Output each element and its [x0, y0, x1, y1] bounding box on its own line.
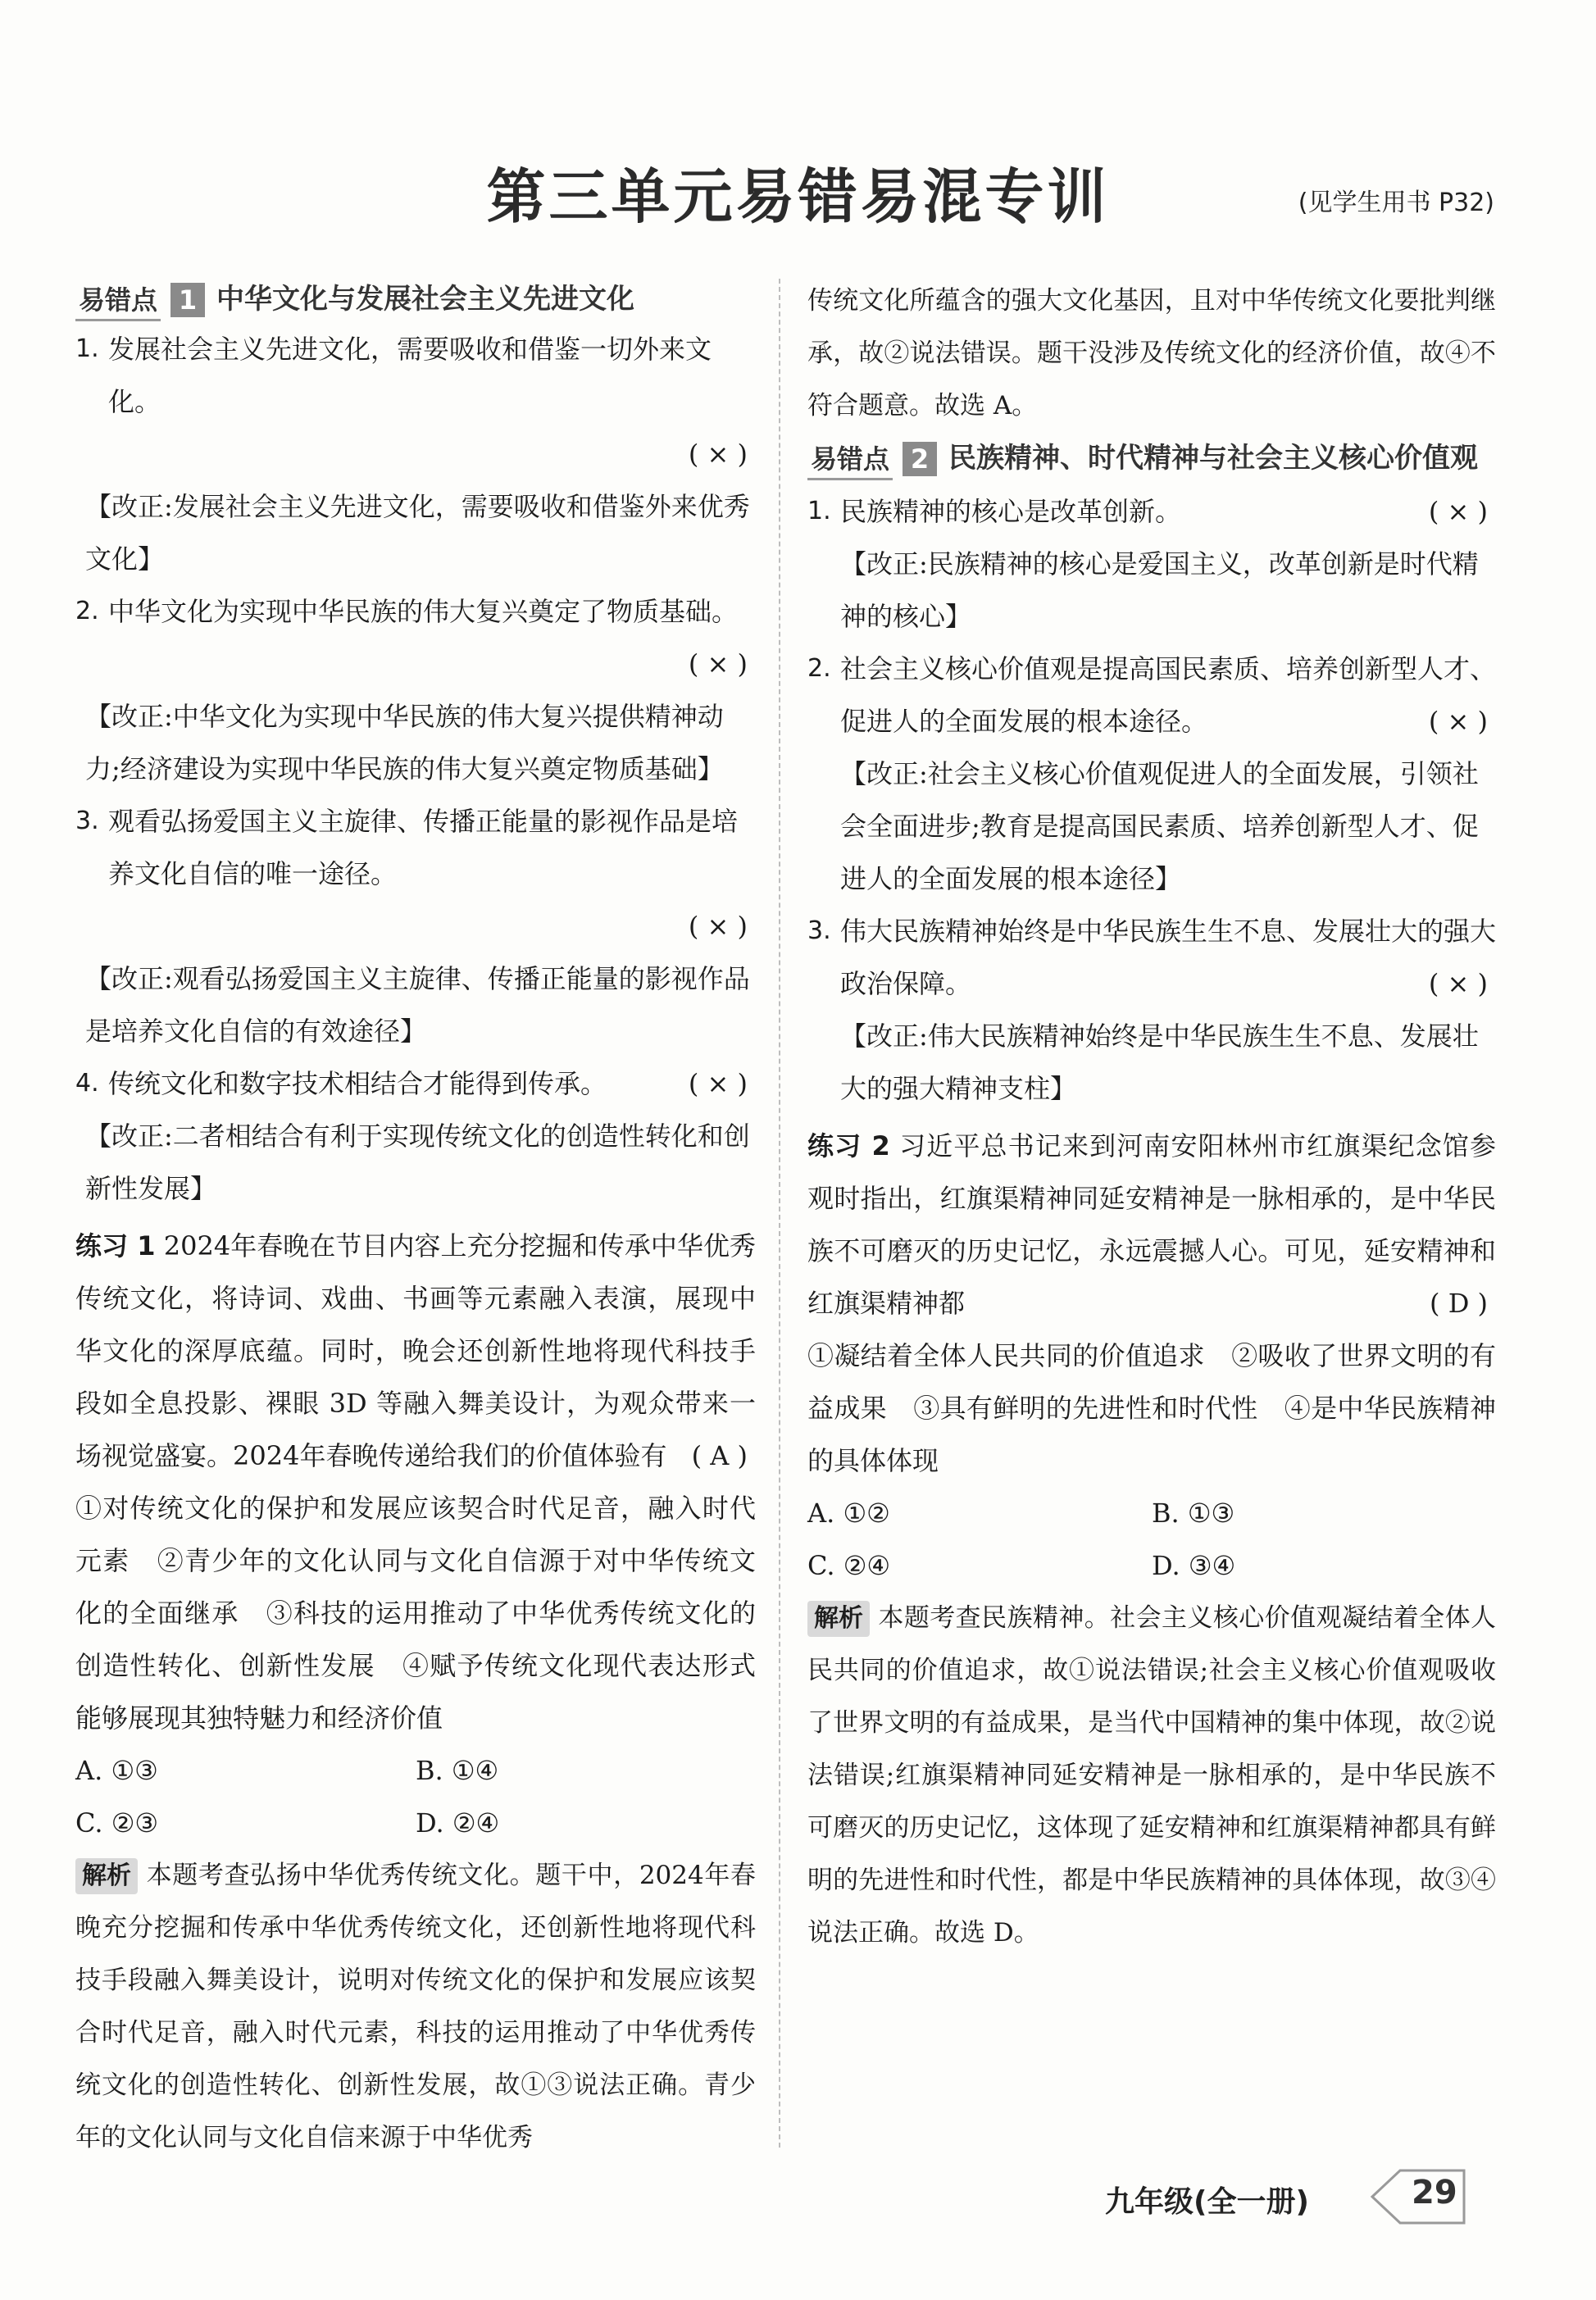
exercise-text: 习近平总书记来到河南安阳林州市红旗渠纪念馆参观时指出，红旗渠精神同延安精神是一脉相承的，是中华民族不可磨灭的历史记忆，永远震撼人心。可见，延安精神和红旗渠精神都 [807, 1130, 1496, 1319]
item-answer: ( × ) [688, 648, 748, 680]
item-text: 社会主义核心价值观是提高国民素质、培养创新型人才、促进人的全面发展的根本途径。 [840, 653, 1497, 737]
item-text: 传统文化和数字技术相结合才能得到传承。 [108, 1068, 607, 1099]
item-answer: ( × ) [1428, 706, 1488, 737]
item-answer: ( × ) [688, 1068, 748, 1099]
grade-label: 九年级(全一册) [1105, 2185, 1309, 2219]
right-column [807, 275, 1496, 1959]
book-reference: (见学生用书 P32) [1298, 189, 1494, 217]
list-item: 2. 社会主义核心价值观是提高国民素质、培养创新型人才、促进人的全面发展的根本途径。 ( × ) 【改正:社会主义核心价值观促进人的全面发展，引领社会全面进步;教育是提高国民素质、培养创新型人才、促进人的全面发展的根本途径】 [807, 643, 1496, 905]
exercise-1 [75, 1220, 756, 2164]
item-text: 中华文化为实现中华民族的伟大复兴奠定了物质基础。 [108, 596, 739, 627]
section-heading-2 [807, 437, 1496, 480]
option: A. ①③ [75, 1755, 158, 1786]
list-item: 3. 伟大民族精神始终是中华民族生生不息、发展壮大的强大政治保障。 ( × ) 【改正:伟大民族精神始终是中华民族生生不息、发展壮大的强大精神支柱】 [807, 905, 1496, 1115]
section-number: 1 [171, 283, 205, 317]
item-correction: 【改正:中华文化为实现中华民族的伟大复兴提供精神动力;经济建设为实现中华民族的伟大复兴奠定物质基础】 [85, 701, 724, 784]
section-tag: 易错点 [807, 440, 893, 480]
option: B. ①④ [416, 1755, 499, 1786]
exercise-options [75, 1744, 756, 1849]
left-column [75, 275, 756, 2164]
exercise-options [807, 1487, 1496, 1592]
section-title: 民族精神、时代精神与社会主义核心价值观 [948, 442, 1479, 475]
column-divider [779, 279, 780, 2148]
option: A. ①② [807, 1498, 890, 1529]
page-title: 第三单元易错易混专训 [486, 162, 1110, 231]
exercise-text: 2024年春晚在节目内容上充分挖掘和传承中华优秀传统文化，将诗词、戏曲、书画等元素融入表演，展现中华文化的深厚底蕴。同时，晚会还创新性地将现代科技手段如全息投影、裸眼 3D 等融入舞美设计，为观众带来一场视觉盛宴。2024年春晚传递给我们的价值体验有 [75, 1230, 756, 1471]
item-correction: 【改正:发展社会主义先进文化，需要吸收和借鉴外来优秀文化】 [85, 491, 750, 575]
analysis-tag: 解析 [75, 1858, 138, 1894]
item-correction: 【改正:二者相结合有利于实现传统文化的创造性转化和创新性发展】 [85, 1120, 750, 1204]
section-tag: 易错点 [75, 281, 161, 321]
analysis-continued: 传统文化所蕴含的强大文化基因，且对中华传统文化要批判继承，故②说法错误。题干没涉及传统文化的经济价值，故④不符合题意。故选 A。 [807, 286, 1496, 420]
item-correction: 【改正:观看弘扬爱国主义主旋律、传播正能量的影视作品是培养文化自信的有效途径】 [85, 963, 750, 1047]
analysis-text: 本题考查民族精神。社会主义核心价值观凝结着全体人民共同的价值追求，故①说法错误;社会主义核心价值观吸收了世界文明的有益成果，是当代中国精神的集中体现，故②说法错误;红旗渠精神同延安精神是一脉相承的，是中华民族不可磨灭的历史记忆，这体现了延安精神和红旗渠精神都具有鲜明的先进性和时代性，都是中华民族精神的具体体现，故③④说法正确。故选 D。 [807, 1603, 1496, 1948]
list-item: 3. 观看弘扬爱国主义主旋律、传播正能量的影视作品是培养文化自信的唯一途径。 ( × ) 【改正:观看弘扬爱国主义主旋律、传播正能量的影视作品是培养文化自信的有效途径】 [75, 795, 756, 1057]
item-answer: ( × ) [1428, 968, 1488, 999]
option: D. ②④ [416, 1807, 500, 1839]
section-number: 2 [903, 442, 937, 476]
section-title: 中华文化与发展社会主义先进文化 [216, 283, 635, 316]
exercise-answer: ( A ) [691, 1440, 748, 1471]
option: B. ①③ [1152, 1498, 1235, 1529]
section-heading-1 [75, 278, 756, 321]
exercise-2 [807, 1120, 1496, 1959]
page-number [1369, 2164, 1467, 2230]
item-text: 伟大民族精神始终是中华民族生生不息、发展壮大的强大政治保障。 [840, 916, 1497, 999]
exercise-answer: ( D ) [1430, 1288, 1488, 1319]
item-answer: ( × ) [688, 439, 748, 470]
option: C. ②③ [75, 1807, 159, 1839]
analysis-tag: 解析 [807, 1601, 870, 1637]
list-item: 1. ( × ) 民族精神的核心是改革创新。 【改正:民族精神的核心是爱国主义，改革创新是时代精神的核心】 [807, 485, 1496, 643]
item-text: 民族精神的核心是改革创新。 [840, 496, 1182, 527]
exercise-statements: ①对传统文化的保护和发展应该契合时代足音，融入时代元素 ②青少年的文化认同与文化自信源于对中华传统文化的全面继承 ③科技的运用推动了中华优秀传统文化的创造性转化、创新性发展 ④赋予传统文化现代表达形式能够展现其独特魅力和经济价值 [75, 1493, 756, 1734]
exercise-label: 练习 2 [807, 1130, 890, 1161]
list-item: 4. ( × ) 传统文化和数字技术相结合才能得到传承。 【改正:二者相结合有利于实现传统文化的创造性转化和创新性发展】 [75, 1057, 756, 1215]
item-correction: 【改正:社会主义核心价值观促进人的全面发展，引领社会全面进步;教育是提高国民素质、培养创新型人才、促进人的全面发展的根本途径】 [840, 758, 1479, 894]
item-answer: ( × ) [688, 911, 748, 942]
option: D. ③④ [1152, 1550, 1236, 1581]
list-item: 2. 中华文化为实现中华民族的伟大复兴奠定了物质基础。 ( × ) 【改正:中华文化为实现中华民族的伟大复兴提供精神动力;经济建设为实现中华民族的伟大复兴奠定物质基础】 [75, 585, 756, 795]
item-correction: 【改正:民族精神的核心是爱国主义，改革创新是时代精神的核心】 [840, 548, 1479, 632]
analysis-text: 本题考查弘扬中华优秀传统文化。题干中，2024年春晚充分挖掘和传承中华优秀传统文化，还创新性地将现代科技手段融入舞美设计，说明对传统文化的保护和发展应该契合时代足音，融入时代元素，科技的运用推动了中华优秀传统文化的创造性转化、创新性发展，故①③说法正确。青少年的文化认同与文化自信来源于中华优秀 [75, 1861, 756, 2152]
item-text: 观看弘扬爱国主义主旋律、传播正能量的影视作品是培养文化自信的唯一途径。 [108, 806, 739, 889]
option: C. ②④ [807, 1550, 891, 1581]
list-item: 1. 发展社会主义先进文化，需要吸收和借鉴一切外来文化。 ( × ) 【改正:发展社会主义先进文化，需要吸收和借鉴外来优秀文化】 [75, 323, 756, 585]
analysis [807, 1592, 1496, 1959]
item-text: 发展社会主义先进文化，需要吸收和借鉴一切外来文化。 [108, 334, 712, 417]
item-answer: ( × ) [1428, 496, 1488, 527]
exercise-label: 练习 1 [75, 1230, 156, 1261]
item-correction: 【改正:伟大民族精神始终是中华民族生生不息、发展壮大的强大精神支柱】 [840, 1020, 1479, 1104]
page-number-text: 29 [1412, 2174, 1457, 2211]
exercise-statements: ①凝结着全体人民共同的价值追求 ②吸收了世界文明的有益成果 ③具有鲜明的先进性和时代性 ④是中华民族精神的具体体现 [807, 1340, 1496, 1476]
analysis [75, 1849, 756, 2164]
